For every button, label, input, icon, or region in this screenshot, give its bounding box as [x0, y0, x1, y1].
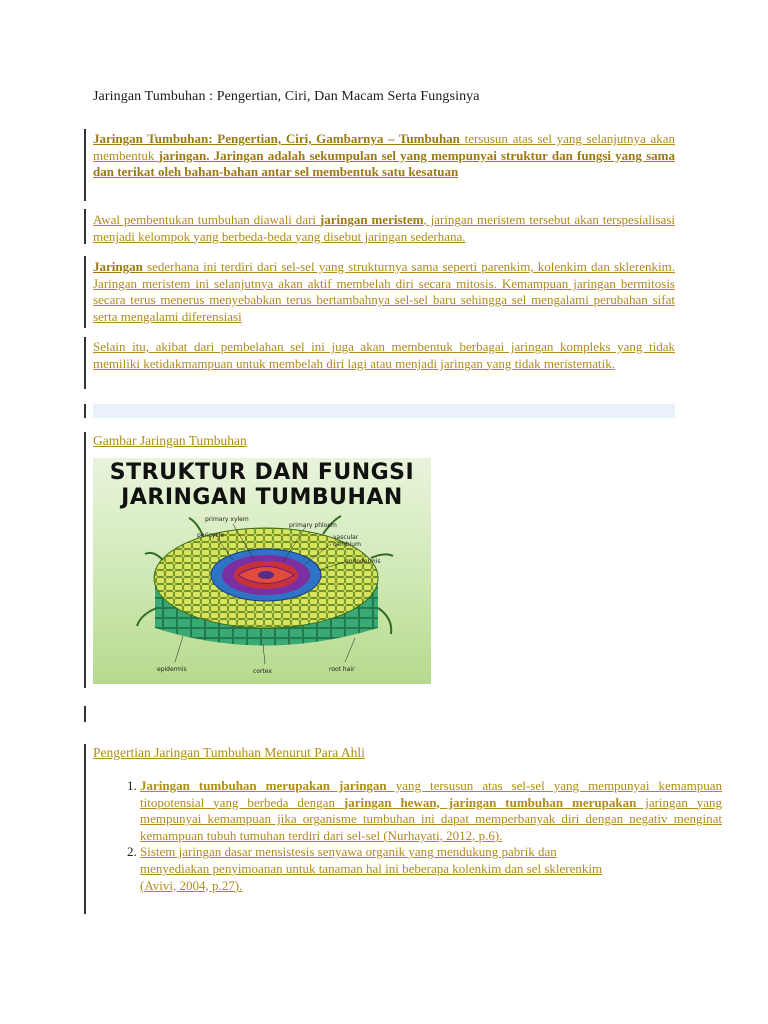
figure-title-line1: STRUKTUR DAN FUNGSI [109, 460, 415, 485]
label-primary-phloem: primary phloem [289, 522, 337, 529]
list-bold: Jaringan tumbuhan merupakan jaringan [140, 778, 387, 793]
paragraph-margin-bar [84, 129, 86, 201]
meristem-text: Awal pembentukan tumbuhan diawali dari [93, 212, 320, 227]
figure-title-line2: JARINGAN TUMBUHAN [121, 485, 403, 510]
sederhana-bold: Jaringan [93, 259, 143, 274]
paragraph-margin-bar [84, 337, 86, 389]
list-bold: jaringan hewan, jaringan tumbuhan merupakan [343, 794, 637, 810]
list-item [140, 844, 722, 894]
heading-para-ahli[interactable]: Pengertian Jaringan Tumbuhan Menurut Para Ahli [93, 745, 365, 760]
label-root-hair: root hair [329, 666, 355, 673]
selain-text: Selain itu, akibat dari pembelahan sel ini juga akan membentuk berbagai jaringan kompleks yang tidak memiliki ketidakmampuan untuk membelah diri lagi atau menjadi jaringan yang tidak meristematik. [93, 339, 675, 371]
section-margin-bar [84, 744, 86, 914]
list-text: Sistem jaringan dasar mensistesis senyawa organik yang mendukung pabrik dan menyediakan penyimoanan untuk tanaman hal ini beberapa kolenkim dan sel sklerenkim (Avivi, 2004, p.27). [140, 844, 603, 893]
intro-bold: jaringan. Jaringan adalah sekumpulan sel yang mempunyai struktur dan fungsi yang sama dan terikat oleh bahan-bahan antar sel membentuk satu kesatuan [93, 147, 675, 180]
plant-tissue-image [93, 458, 431, 684]
paragraph-margin-bar [84, 256, 86, 328]
list-text: yang tersusun atas sel-sel yang mempunyai kemampuan titopotensial yang berbeda dengan [140, 778, 722, 810]
text-cursor-bar [84, 706, 86, 722]
paragraph-intro [93, 131, 675, 181]
label-epidermis: epidermis [157, 666, 187, 673]
paragraph-selain [93, 339, 675, 372]
label-endodermis: endodermis [345, 558, 381, 565]
meristem-bold: jaringan meristem [319, 212, 424, 227]
heading-gambar[interactable]: Gambar Jaringan Tumbuhan [93, 433, 247, 448]
paragraph-margin-bar [84, 209, 86, 244]
list-text: jaringan yang mempunyai kemampuan jika organisme tumbuhan ini dapat memperbanyak diri dengan negativ menginat kemampuan tubuh tumuhan terdiri dari sel-sel (Nurhayati, 2012, p.6). [140, 794, 722, 843]
label-pericycle: pericycle [197, 532, 225, 539]
page-title: Jaringan Tumbuhan : Pengertian, Ciri, Dan Macam Serta Fungsinya [93, 89, 480, 104]
list-item-text [140, 778, 722, 844]
section-margin-bar [84, 432, 86, 688]
intro-link[interactable]: Jaringan Tumbuhan: Pengertian, Ciri, Gambarnya – Tumbuhan [93, 131, 460, 146]
paragraph-margin-bar [84, 404, 86, 418]
empty-highlight-line [93, 404, 675, 418]
definitions-list [93, 778, 722, 894]
sederhana-text: sederhana ini terdiri dari sel-sel yang strukturnya sama seperti parenkim, kolenkim dan sklerenkim. Jaringan meristem ini selanjutnya akan aktif membelah diri secara mitosis. Kemampuan jaringan bermitosis secara terus menerus menyebabkan terus bertambahnya sel-sel baru sehingga sel mengalami perubahan sifat serta mengalami diferensiasi [93, 259, 675, 324]
label-vascular-cambium: vascular cambium [333, 534, 361, 548]
paragraph-sederhana [93, 259, 675, 325]
label-cortex: cortex [253, 668, 272, 675]
label-primary-xylem: primary xylem [205, 516, 249, 523]
root-cross-section-illustration [93, 458, 431, 684]
list-item [140, 778, 722, 844]
list-item-text [140, 844, 610, 894]
intro-text: tersusun atas sel yang selanjutnya akan membentuk [93, 131, 675, 163]
meristem-text-2: , jaringan meristem tersebut akan terspesialisasi menjadi kelompok yang berbeda-beda yang disebut jaringan sederhana. [93, 212, 675, 244]
paragraph-meristem [93, 212, 675, 245]
